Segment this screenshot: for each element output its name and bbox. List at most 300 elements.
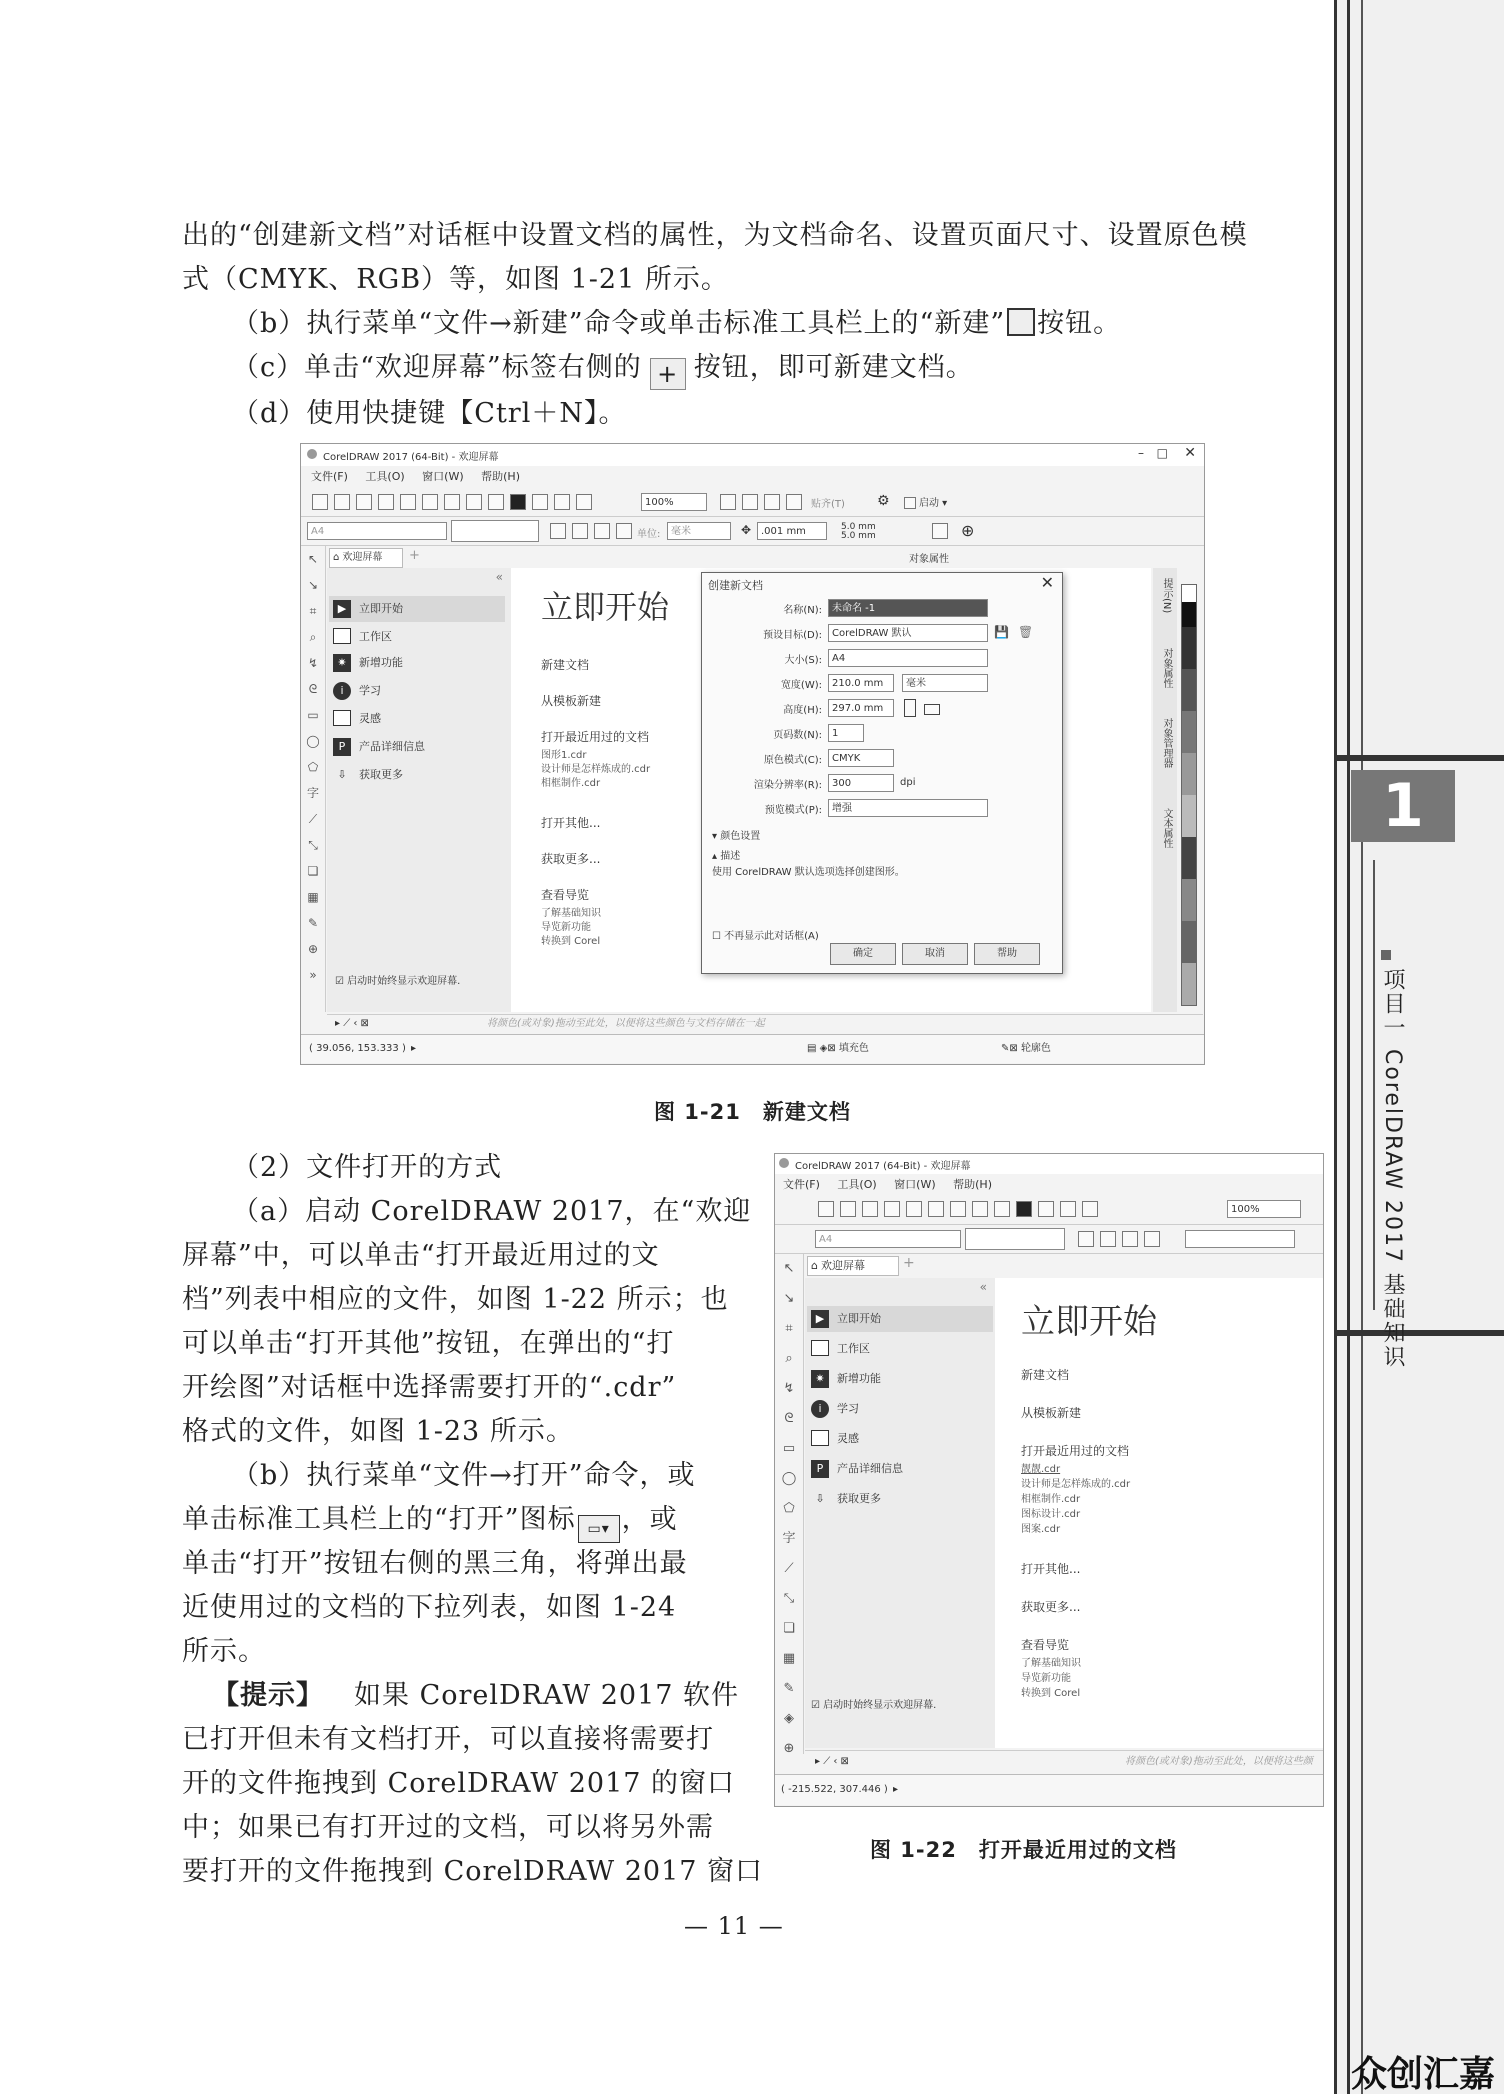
tab-welcome-screen[interactable] (807, 1256, 899, 1276)
tab-welcome-label: 欢迎屏幕 (342, 552, 383, 563)
pick-tool-icon[interactable]: ↖ (307, 552, 319, 566)
gallery-icon (811, 1430, 829, 1446)
dimension-tool-icon[interactable]: ⟋ (784, 1561, 794, 1576)
document-palette-bar (805, 1750, 1323, 1773)
tab-rule (1347, 0, 1350, 2094)
play-icon: ▶ (333, 600, 351, 618)
dont-show-checkbox[interactable]: ☐ 不再显示此对话框(A) (712, 931, 819, 942)
height-field[interactable]: 297.0 mm (828, 699, 894, 717)
docker-tab-object-properties[interactable]: 对象属性 (1161, 648, 1172, 688)
sidebar-item-label: 新增功能 (359, 656, 403, 669)
paragraph-line (182, 1498, 678, 1543)
minimize-icon[interactable]: – (1138, 446, 1144, 460)
freehand-tool-icon[interactable]: ↯ (307, 656, 319, 670)
window-title: CorelDRAW 2017 (64-Bit) - 欢迎屏幕 (795, 1161, 971, 1172)
menu-window[interactable]: 窗口(W) (894, 1178, 936, 1191)
redo-icon[interactable] (994, 1201, 1010, 1217)
sidebar-item-inspiration[interactable] (329, 706, 505, 732)
sidebar-item-label: 获取更多 (837, 1492, 881, 1505)
landscape-icon[interactable] (1100, 1231, 1116, 1247)
recent-docs-title: 打开最近用过的文档 (1021, 1444, 1130, 1458)
width-label: 宽度(W): (780, 680, 822, 691)
nudge-icon: ✥ (741, 523, 752, 537)
info-icon: i (811, 1400, 829, 1418)
sidebar-item-label: 学习 (837, 1402, 859, 1415)
paragraph-text: 按钮。 (1037, 308, 1122, 339)
name-field[interactable]: 未命名 -1 (828, 599, 988, 617)
tab-rule (1361, 0, 1363, 2094)
tour-link[interactable]: 了解基础知识 (1021, 1658, 1081, 1669)
copy-icon[interactable] (422, 494, 438, 510)
duplicate-x-field[interactable]: 5.0 mm (841, 522, 876, 532)
status-arrow-icon[interactable]: ▸ (411, 1043, 417, 1054)
sidebar-item-label: 工作区 (837, 1342, 870, 1355)
paragraph-line (232, 346, 974, 390)
docker-tab-text-properties[interactable]: 文本属性 (1161, 808, 1172, 848)
color-settings-label: 颜色设置 (720, 831, 761, 842)
outline-status: ✎⊠ 轮廓色 (1001, 1043, 1051, 1054)
current-page-icon[interactable] (1144, 1231, 1160, 1247)
height-label: 高度(H): (783, 705, 822, 716)
zoom-tool-icon[interactable]: ⌕ (785, 1351, 793, 1366)
fill-status: ▤ ◈⊠ 填充色 (807, 1043, 869, 1054)
cancel-button[interactable]: 取消 (902, 943, 968, 965)
sidebar-item-get-more[interactable] (329, 762, 505, 788)
cut-icon[interactable] (906, 1201, 922, 1217)
palette-hint: 将颜色(或对象)拖动至此处，以便将这些颜色与文档存储在一起 (487, 1018, 765, 1029)
shape-tool-icon[interactable]: ↘ (783, 1291, 795, 1306)
chapter-badge (1351, 770, 1455, 842)
guidelines-icon[interactable] (786, 494, 802, 510)
menu-window[interactable]: 窗口(W) (422, 470, 464, 483)
pdf-icon[interactable] (1082, 1201, 1098, 1217)
paragraph-line: （a）启动 CorelDRAW 2017，在“欢迎 (232, 1196, 752, 1227)
export-icon[interactable] (1060, 1201, 1076, 1217)
save-icon[interactable] (862, 1201, 878, 1217)
dialog-title: 创建新文档 (708, 579, 763, 592)
description-toggle[interactable]: ▴ 描述 (712, 851, 741, 862)
text-tool-icon[interactable]: 字 (782, 1531, 796, 1546)
undo-icon[interactable] (972, 1201, 988, 1217)
delete-preset-icon[interactable]: 🗑 (1018, 625, 1034, 639)
export-icon[interactable] (554, 494, 570, 510)
new-tab-plus-icon[interactable]: + (903, 1255, 915, 1271)
menu-bar (311, 468, 520, 486)
paragraph-line: 式（CMYK、RGB）等，如图 1-21 所示。 (182, 264, 729, 295)
sidebar-item-learn[interactable] (329, 678, 505, 704)
paragraph-line: 单击“打开”按钮右侧的黑三角，将弹出最 (182, 1548, 688, 1579)
name-label: 名称(N): (783, 605, 822, 616)
description-text: 使用 CorelDRAW 默认选项选择创建图形。 (712, 867, 905, 878)
launch-button[interactable]: 启动 ▾ (901, 494, 947, 509)
paragraph-text: （c）单击“欢迎屏幕”标签右侧的 (232, 352, 642, 383)
sidebar-item-workspace[interactable] (807, 1336, 983, 1362)
docker-tabs (1153, 568, 1177, 1012)
eyedropper-tool-icon[interactable]: ✎ (307, 916, 319, 930)
figure-caption: 图 1-22 打开最近用过的文档 (870, 1838, 1177, 1862)
sidebar-item-label: 立即开始 (837, 1312, 881, 1325)
landscape-icon[interactable] (572, 523, 588, 539)
sidebar-item-workspace[interactable] (329, 624, 505, 650)
new-icon[interactable] (818, 1201, 834, 1217)
width-unit-select[interactable]: 毫米 (902, 674, 988, 692)
object-properties-title: 对象属性 (909, 554, 949, 565)
plus-icon: + (650, 358, 686, 390)
grid-icon[interactable] (764, 494, 780, 510)
sidebar-item-whats-new[interactable] (807, 1366, 983, 1392)
docker-tab-hints[interactable]: 提示(N) (1161, 578, 1172, 614)
import-icon[interactable] (1038, 1201, 1054, 1217)
chapter-number: 1 (1382, 771, 1424, 841)
collapse-icon[interactable]: « (495, 570, 503, 584)
orientation-icons (1075, 1231, 1163, 1247)
paragraph-line: 中；如果已有打开过的文档，可以将另外需 (182, 1812, 714, 1843)
all-pages-icon[interactable] (594, 523, 610, 539)
property-bar (301, 517, 1204, 546)
menu-tools[interactable]: 工具(O) (365, 470, 405, 483)
units-select[interactable]: 毫米 (667, 522, 731, 540)
figure-1-21-screenshot (300, 443, 1205, 1065)
section-title: （2）文件打开的方式 (232, 1152, 503, 1183)
nudge-distance-field[interactable]: .001 mm (757, 522, 827, 540)
fill-label: 填充色 (838, 1043, 869, 1054)
size-select[interactable]: A4 (828, 649, 988, 667)
gallery-icon (333, 710, 351, 726)
zoom-select[interactable]: 100% (641, 493, 707, 511)
maximize-icon[interactable]: □ (1156, 446, 1168, 460)
app-icon (307, 449, 317, 459)
paragraph-text: 单击标准工具栏上的“打开”图标 (182, 1504, 576, 1535)
new-document-link[interactable]: 新建文档 (1021, 1368, 1070, 1382)
tour-link[interactable]: 转换到 Corel (541, 936, 601, 947)
transparency-tool-icon[interactable]: ▦ (782, 1651, 796, 1666)
monitor-icon (811, 1340, 829, 1356)
tour-link[interactable]: 导览新功能 (541, 922, 591, 933)
get-more-link[interactable]: 获取更多... (1021, 1600, 1081, 1614)
resolution-unit: dpi (900, 777, 916, 788)
show-on-start-label: 启动时始终显示欢迎屏幕. (347, 976, 461, 987)
recent-file-link[interactable]: 图形1.cdr (541, 750, 587, 761)
tour-title: 查看导览 (541, 888, 590, 902)
menu-help[interactable]: 帮助(H) (953, 1178, 992, 1191)
get-more-link[interactable]: 获取更多... (541, 852, 601, 866)
launch-icon (904, 497, 916, 509)
open-icon[interactable] (840, 1201, 856, 1217)
artistic-media-icon[interactable]: ᘓ (784, 1411, 794, 1426)
info-icon: i (333, 682, 351, 700)
paragraph-line: 档”列表中相应的文件，如图 1-22 所示；也 (182, 1284, 729, 1315)
collapse-icon[interactable]: « (979, 1280, 987, 1294)
new-icon[interactable] (312, 494, 328, 510)
menu-file[interactable]: 文件(F) (783, 1178, 820, 1191)
preset-select[interactable]: CorelDRAW 默认 (828, 624, 988, 642)
sidebar-item-get-started[interactable] (807, 1306, 993, 1332)
watermark-logo: 众创汇嘉 (1351, 2054, 1496, 2095)
units-label: 单位: (637, 529, 661, 540)
menu-help[interactable]: 帮助(H) (481, 470, 520, 483)
prop-icons (929, 523, 951, 539)
show-on-start-checkbox[interactable]: ☑ 启动时始终显示欢迎屏幕. (811, 1700, 937, 1711)
help-button[interactable]: 帮助 (974, 943, 1040, 965)
paragraph-line: 要打开的文件拖拽到 CorelDRAW 2017 窗口 (182, 1856, 764, 1887)
sidebar-item-inspiration[interactable] (807, 1426, 983, 1452)
resolution-label: 渲染分辨率(R): (753, 780, 822, 791)
ellipse-tool-icon[interactable]: ◯ (781, 1471, 797, 1486)
polygon-tool-icon[interactable]: ⬠ (783, 1501, 795, 1516)
print-icon[interactable] (378, 494, 394, 510)
sidebar-item-label: 灵感 (837, 1432, 859, 1445)
open-other-link[interactable]: 打开其他... (1021, 1562, 1081, 1576)
new-tab-plus-icon[interactable]: + (409, 548, 420, 563)
tab-welcome-label: 欢迎屏幕 (820, 1259, 865, 1272)
sidebar-item-label: 学习 (359, 684, 381, 697)
ellipse-tool-icon[interactable]: ◯ (306, 734, 320, 748)
product-icon: P (811, 1460, 829, 1478)
treat-as-filled-icon[interactable] (932, 523, 948, 539)
sidebar-item-product-details[interactable] (329, 734, 505, 760)
description-label: 描述 (720, 851, 741, 862)
add-tool-icon[interactable]: ⊕ (307, 942, 319, 956)
create-document-dialog (701, 572, 1063, 974)
portrait-icon[interactable] (1078, 1231, 1094, 1247)
tour-title: 查看导览 (1021, 1638, 1070, 1652)
show-on-start-label: 启动时始终显示欢迎屏幕. (823, 1700, 937, 1711)
tour-link[interactable]: 转换到 Corel (1021, 1688, 1081, 1699)
transparency-tool-icon[interactable]: ▦ (307, 890, 319, 904)
landscape-orientation-icon[interactable] (924, 704, 940, 715)
new-from-template-link[interactable]: 从模板新建 (1021, 1406, 1082, 1420)
new-from-template-link[interactable]: 从模板新建 (541, 694, 602, 708)
sidebar-item-product-details[interactable] (807, 1456, 983, 1482)
new-document-link[interactable]: 新建文档 (541, 658, 590, 672)
crop-tool-icon[interactable]: ⌗ (309, 604, 317, 618)
paragraph-line: 已打开但未有文档打开，可以直接将需要打 (182, 1724, 714, 1755)
recent-file-link[interactable]: 设计师是怎样炼成的.cdr (1021, 1479, 1131, 1490)
outline-label: 轮廓色 (1020, 1043, 1051, 1054)
color-mode-label: 原色模式(C): (763, 755, 822, 766)
open-icon[interactable] (334, 494, 350, 510)
welcome-heading: 立即开始 (541, 588, 670, 626)
freehand-tool-icon[interactable]: ↯ (783, 1381, 795, 1396)
recent-file-link[interactable]: 图标设计.cdr (1021, 1509, 1081, 1520)
polygon-tool-icon[interactable]: ⬠ (307, 760, 319, 774)
save-preset-icon[interactable]: 💾 (994, 625, 1009, 639)
paragraph-line: 所示。 (182, 1636, 266, 1667)
color-settings-toggle[interactable]: ▾ 颜色设置 (712, 831, 761, 842)
resolution-select[interactable]: 300 (828, 774, 894, 792)
show-on-start-checkbox[interactable]: ☑ 启动时始终显示欢迎屏幕. (335, 976, 461, 987)
units-select[interactable] (1185, 1230, 1295, 1248)
menu-bar (783, 1176, 992, 1192)
width-field[interactable]: 210.0 mm (828, 674, 894, 692)
preview-mode-select[interactable]: 增强 (828, 799, 988, 817)
property-bar (775, 1225, 1323, 1254)
view-icons (717, 494, 805, 510)
zoom-tool-icon[interactable]: ⌕ (309, 630, 317, 644)
recent-file-link[interactable]: 相框制作.cdr (541, 778, 601, 789)
home-icon: ⌂ (811, 1259, 818, 1272)
recent-file-link[interactable]: 图案.cdr (1021, 1524, 1061, 1535)
tab-welcome-screen[interactable] (329, 548, 403, 568)
paragraph-line: 开的文件拖拽到 CorelDRAW 2017 的窗口 (182, 1768, 736, 1799)
sidebar-item-label: 产品详细信息 (359, 740, 425, 753)
paragraph-text: （b）执行菜单“文件→新建”命令或单击标准工具栏上的“新建” (232, 308, 1006, 339)
cursor-coordinates: ( 39.056, 153.333 ) (309, 1043, 406, 1054)
sidebar-item-learn[interactable] (807, 1396, 983, 1422)
more-tools-icon[interactable]: » (309, 968, 317, 982)
tour-link[interactable]: 导览新功能 (1021, 1673, 1071, 1684)
snap-to-button[interactable]: 贴齐(T) (811, 499, 845, 510)
recent-file-link[interactable]: 设计师是怎样炼成的.cdr (541, 764, 651, 775)
undo-icon[interactable] (466, 494, 482, 510)
tab-divider (1337, 1330, 1504, 1336)
paragraph-text: 按钮，即可新建文档。 (693, 352, 974, 383)
welcome-heading: 立即开始 (1021, 1302, 1157, 1342)
product-icon: P (333, 738, 351, 756)
connector-tool-icon[interactable]: ⤡ (783, 1591, 795, 1606)
gear-icon[interactable]: ⚙ (877, 493, 890, 509)
size-label: 大小(S): (784, 655, 822, 666)
ok-button[interactable]: 确定 (830, 943, 896, 965)
preview-mode-label: 预览模式(P): (764, 805, 822, 816)
paragraph-line: 近使用过的文档的下拉列表，如图 1-24 (182, 1592, 677, 1623)
artistic-media-icon[interactable]: ᘓ (308, 682, 318, 696)
home-icon: ⌂ (333, 552, 340, 563)
connector-tool-icon[interactable]: ⤡ (308, 838, 318, 852)
paste-icon[interactable] (950, 1201, 966, 1217)
add-tool-icon[interactable]: ⊕ (783, 1741, 795, 1756)
shadow-tool-icon[interactable]: ❏ (783, 1621, 795, 1636)
download-icon: ⇩ (815, 1492, 825, 1505)
dimension-tool-icon[interactable]: ⟋ (308, 812, 318, 826)
paragraph-text: 如果 CorelDRAW 2017 软件 (354, 1680, 740, 1711)
shadow-tool-icon[interactable]: ❏ (307, 864, 319, 878)
document-palette-bar (327, 1014, 1203, 1033)
search-content-icon[interactable] (1016, 1201, 1032, 1217)
pick-tool-icon[interactable]: ↖ (783, 1261, 795, 1276)
status-arrow-icon[interactable]: ▸ (893, 1784, 899, 1795)
paper-size-select[interactable]: A4 (815, 1230, 961, 1248)
duplicate-distance (841, 523, 876, 541)
rectangle-tool-icon[interactable]: ▭ (782, 1441, 796, 1456)
launch-label: 启动 (919, 498, 939, 509)
full-screen-icon[interactable] (720, 494, 736, 510)
monitor-icon (333, 628, 351, 644)
title-bar (301, 444, 1204, 466)
orientation-icons (547, 523, 635, 539)
recent-docs-title: 打开最近用过的文档 (541, 730, 650, 744)
status-bar (775, 1774, 1323, 1805)
zoom-select[interactable]: 100% (1227, 1200, 1301, 1218)
menu-tools[interactable]: 工具(O) (837, 1178, 877, 1191)
pdf-icon[interactable] (576, 494, 592, 510)
sidebar-item-whats-new[interactable] (329, 650, 505, 676)
recent-file-link[interactable]: 相框制作.cdr (1021, 1494, 1081, 1505)
title-bar (775, 1154, 1323, 1174)
toolbox (775, 1254, 804, 1754)
page-dimensions-field[interactable] (451, 520, 539, 542)
eyedropper-tool-icon[interactable]: ✎ (783, 1681, 795, 1696)
shape-tool-icon[interactable]: ↘ (307, 578, 319, 592)
standard-toolbar (775, 1194, 1323, 1225)
add-icon[interactable]: ⊕ (961, 521, 975, 540)
sidebar-item-label: 灵感 (359, 712, 381, 725)
crop-tool-icon[interactable]: ⌗ (785, 1321, 793, 1336)
portrait-icon[interactable] (550, 523, 566, 539)
import-icon[interactable] (532, 494, 548, 510)
paper-size-select[interactable]: A4 (307, 522, 447, 540)
star-icon: ✷ (811, 1370, 829, 1388)
figure-1-22-screenshot (774, 1153, 1324, 1807)
pages-label: 页码数(N): (773, 730, 822, 741)
sidebar-item-get-more[interactable] (807, 1486, 983, 1512)
save-icon[interactable] (356, 494, 372, 510)
fill-tool-icon[interactable]: ◈ (784, 1711, 794, 1726)
star-icon: ✷ (333, 654, 351, 672)
docker-tab-object-manager[interactable]: 对象管理器 (1161, 718, 1172, 768)
paragraph-text: ，或 (621, 1504, 678, 1535)
toolbar-icons (815, 1201, 1101, 1217)
app-icon (779, 1158, 789, 1168)
dialog-close-icon[interactable]: ✕ (1040, 573, 1054, 592)
portrait-orientation-icon[interactable] (904, 699, 916, 717)
color-palette[interactable] (1181, 584, 1197, 1006)
paragraph-line (212, 1674, 739, 1718)
tour-link[interactable]: 了解基础知识 (541, 908, 601, 919)
paragraph-line: 格式的文件，如图 1-23 所示。 (182, 1416, 574, 1447)
redo-icon[interactable] (488, 494, 504, 510)
paste-icon[interactable] (444, 494, 460, 510)
preset-label: 预设目标(D): (763, 630, 822, 641)
rulers-icon[interactable] (742, 494, 758, 510)
current-page-icon[interactable] (616, 523, 632, 539)
cut-icon[interactable] (400, 494, 416, 510)
page-dimensions-field[interactable] (965, 1228, 1065, 1250)
paragraph-line: 开绘图”对话框中选择需要打开的“.cdr” (182, 1372, 677, 1403)
sidebar-item-label: 立即开始 (359, 602, 403, 615)
color-mode-select[interactable]: CMYK (828, 749, 894, 767)
rectangle-tool-icon[interactable]: ▭ (307, 708, 319, 722)
open-other-link[interactable]: 打开其他... (541, 816, 601, 830)
chapter-title-vertical: 项目一 CorelDRAW 2017 基础知识 (1380, 968, 1405, 1369)
page-nav-icon[interactable]: ▸ ⟋ ‹ ⊠ (335, 1018, 369, 1029)
paragraph-line: 可以单击“打开其他”按钮，在弹出的“打 (182, 1328, 675, 1359)
print-icon[interactable] (884, 1201, 900, 1217)
open-folder-icon: ▭▾ (578, 1515, 620, 1543)
sidebar-item-label: 新增功能 (837, 1372, 881, 1385)
paragraph-line: （d）使用快捷键【Ctrl＋N】。 (232, 398, 627, 429)
page-nav-icon[interactable]: ▸ ⟋ ‹ ⊠ (815, 1756, 849, 1767)
tab-vertical-line (1373, 860, 1375, 1310)
sidebar-item-get-started[interactable] (329, 596, 505, 622)
cursor-coordinates: ( -215.522, 307.446 ) (781, 1784, 888, 1795)
pages-field[interactable]: 1 (828, 724, 864, 742)
toolbox (301, 546, 326, 1012)
paragraph-line (232, 302, 1121, 346)
copy-icon[interactable] (928, 1201, 944, 1217)
toolbar-icons (309, 494, 595, 510)
sidebar-item-label: 工作区 (359, 630, 392, 643)
menu-file[interactable]: 文件(F) (311, 470, 348, 483)
dont-show-label: 不再显示此对话框(A) (724, 931, 819, 942)
text-tool-icon[interactable]: 字 (306, 786, 319, 800)
duplicate-y-field[interactable]: 5.0 mm (841, 531, 876, 541)
all-pages-icon[interactable] (1122, 1231, 1138, 1247)
search-content-icon[interactable] (510, 494, 526, 510)
recent-file-link[interactable]: 靓靓.cdr (1021, 1464, 1061, 1475)
paragraph-line: 出的“创建新文档”对话框中设置文档的属性，为文档命名、设置页面尺寸、设置原色模 (182, 220, 1248, 251)
close-icon[interactable]: ✕ (1184, 445, 1196, 461)
